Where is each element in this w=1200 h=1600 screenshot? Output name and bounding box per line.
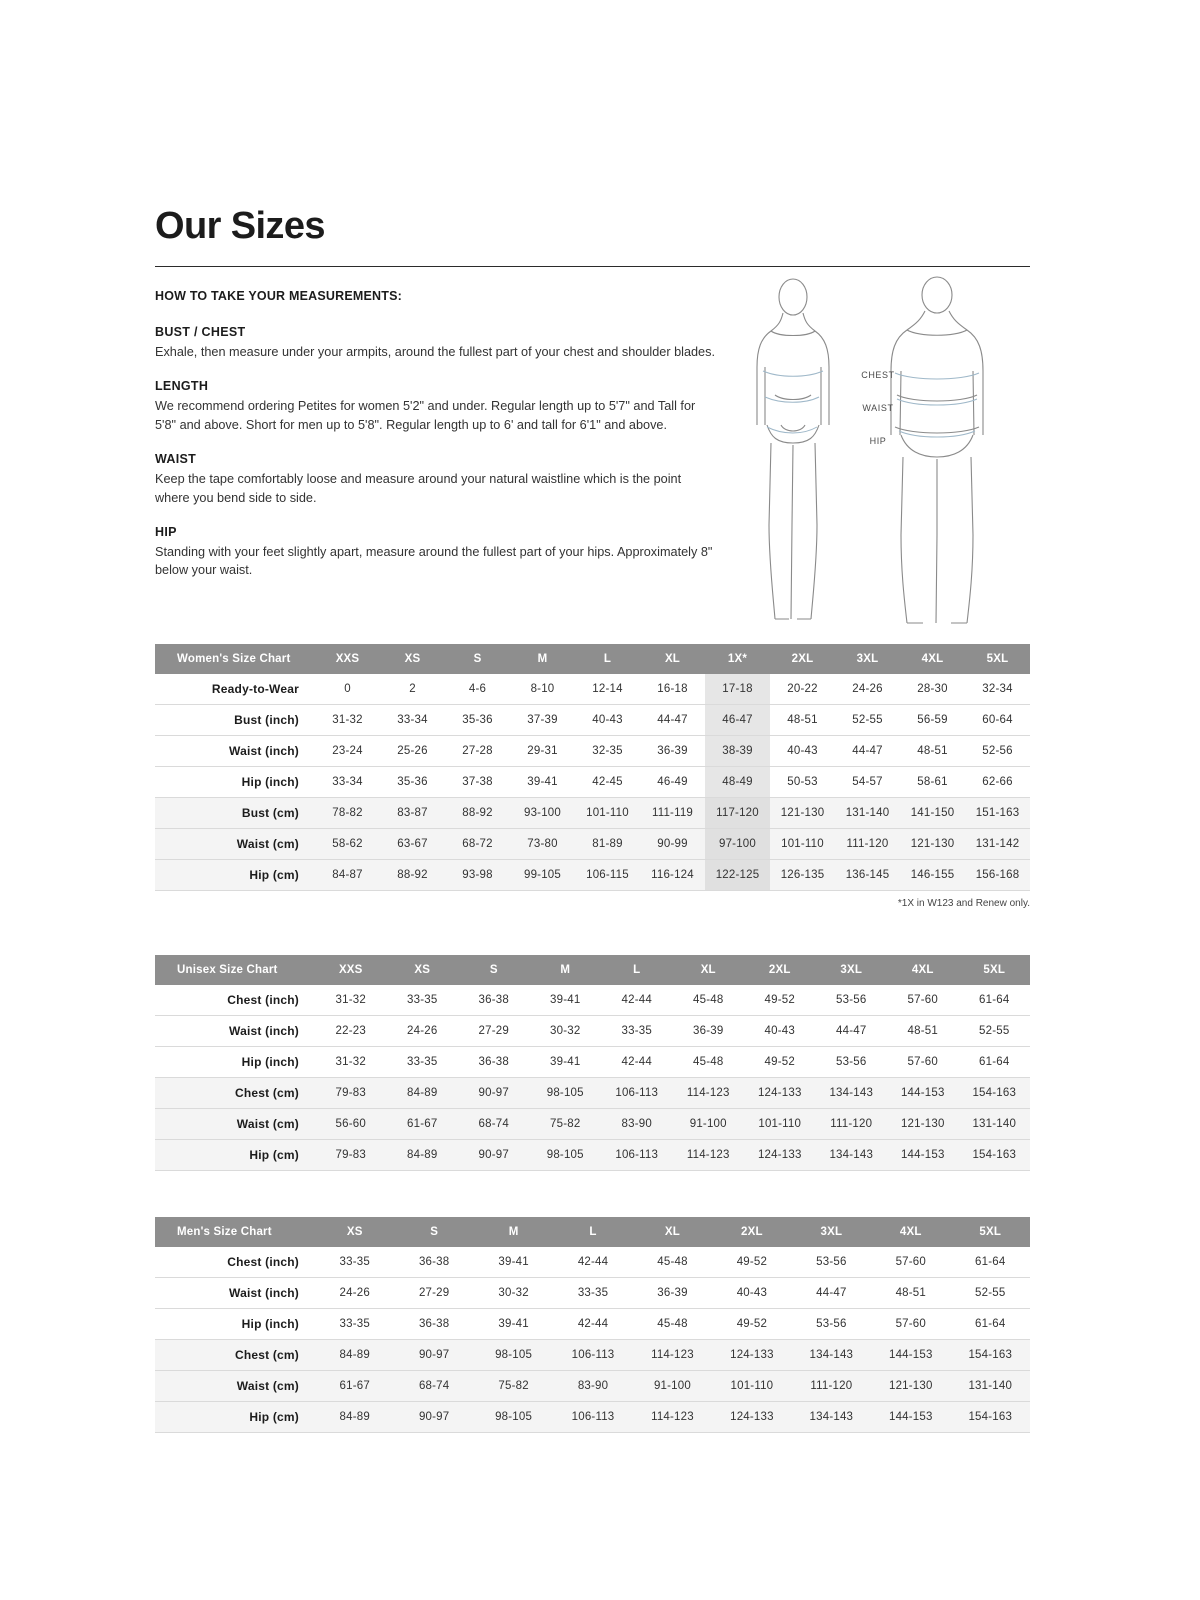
- table-row: [155, 704, 1030, 735]
- column-header: L: [575, 644, 640, 674]
- table-cell: 114-123: [633, 1339, 712, 1370]
- table-title: Women's Size Chart: [155, 644, 315, 674]
- table-cell: 49-52: [744, 1046, 816, 1077]
- howto-heading: HOW TO TAKE YOUR MEASUREMENTS:: [155, 289, 402, 303]
- table-cell: 39-41: [474, 1308, 553, 1339]
- table-cell: 40-43: [744, 1015, 816, 1046]
- column-header: XS: [387, 955, 459, 985]
- table-cell: 62-66: [965, 766, 1030, 797]
- page-title: Our Sizes: [155, 205, 325, 247]
- table-cell: 114-123: [673, 1139, 745, 1170]
- column-header: M: [474, 1217, 553, 1247]
- column-header: 4XL: [887, 955, 959, 985]
- table-cell: 124-133: [744, 1139, 816, 1170]
- table-cell: 91-100: [673, 1108, 745, 1139]
- table-row: [155, 985, 1030, 1016]
- table-cell: 73-80: [510, 828, 575, 859]
- column-header: L: [601, 955, 673, 985]
- table-cell: 42-44: [553, 1247, 632, 1278]
- table-cell: 131-140: [951, 1370, 1031, 1401]
- table-row: [155, 1370, 1030, 1401]
- table-cell: 99-105: [510, 859, 575, 890]
- table-cell: 144-153: [871, 1339, 950, 1370]
- table-cell: 0: [315, 674, 380, 705]
- table-row: [155, 797, 1030, 828]
- male-figure: [891, 277, 983, 623]
- table-cell: 49-52: [712, 1308, 791, 1339]
- row-label: Waist (cm): [155, 1370, 315, 1401]
- row-label: Chest (cm): [155, 1339, 315, 1370]
- row-label: Ready-to-Wear: [155, 674, 315, 705]
- column-header: S: [458, 955, 530, 985]
- table: [155, 644, 1030, 891]
- table-cell: 154-163: [959, 1139, 1031, 1170]
- table-cell: 24-26: [835, 674, 900, 705]
- table-cell: 98-105: [474, 1401, 553, 1432]
- table-cell: 98-105: [474, 1339, 553, 1370]
- table-cell: 52-55: [835, 704, 900, 735]
- row-label: Hip (inch): [155, 766, 315, 797]
- table-cell: 101-110: [575, 797, 640, 828]
- table-cell: 53-56: [816, 985, 888, 1016]
- table-cell: 57-60: [887, 985, 959, 1016]
- table-header-row: [155, 644, 1030, 674]
- table-cell: 16-18: [640, 674, 705, 705]
- table-cell: 12-14: [575, 674, 640, 705]
- measurement-section-heading: HIP: [155, 525, 177, 540]
- column-header: XXS: [315, 955, 387, 985]
- table-cell: 61-64: [959, 985, 1031, 1016]
- table-spacer: [155, 1171, 1030, 1217]
- table-cell: 83-87: [380, 797, 445, 828]
- table-cell: 52-56: [965, 735, 1030, 766]
- measurement-section: [155, 525, 715, 580]
- table-cell: 88-92: [445, 797, 510, 828]
- table-cell: 22-23: [315, 1015, 387, 1046]
- table-cell: 84-89: [315, 1401, 394, 1432]
- column-header: 2XL: [770, 644, 835, 674]
- table-cell: 30-32: [474, 1277, 553, 1308]
- row-label: Chest (inch): [155, 985, 315, 1016]
- measurement-section-body: We recommend ordering Petites for women 5'2" and under. Regular length up to 5'7" and Tall for 5'8" and above. Short for men up to 5'8". Regular length up to 6' and tall for 6'1" and above.: [155, 399, 696, 432]
- figure-label-hip: HIP: [869, 436, 887, 446]
- column-header: M: [530, 955, 602, 985]
- row-label: Chest (cm): [155, 1077, 315, 1108]
- table-row: [155, 1401, 1030, 1432]
- column-header: 2XL: [712, 1217, 791, 1247]
- table-cell: 111-120: [835, 828, 900, 859]
- table-row: [155, 1339, 1030, 1370]
- column-header: 5XL: [951, 1217, 1031, 1247]
- table-cell: 35-36: [380, 766, 445, 797]
- table-cell: 31-32: [315, 704, 380, 735]
- table-cell: 58-62: [315, 828, 380, 859]
- table-cell: 114-123: [673, 1077, 745, 1108]
- table-cell: 8-10: [510, 674, 575, 705]
- table-cell: 49-52: [744, 985, 816, 1016]
- table-row: [155, 1277, 1030, 1308]
- table-cell: 111-120: [792, 1370, 871, 1401]
- table-cell: 52-55: [959, 1015, 1031, 1046]
- table-cell: 39-41: [510, 766, 575, 797]
- size-table-womens: [155, 644, 1030, 909]
- table-cell: 75-82: [474, 1370, 553, 1401]
- table-cell: 36-38: [458, 985, 530, 1016]
- table-cell: 81-89: [575, 828, 640, 859]
- table-cell: 37-38: [445, 766, 510, 797]
- table-cell: 56-60: [315, 1108, 387, 1139]
- table-cell: 56-59: [900, 704, 965, 735]
- table-cell: 28-30: [900, 674, 965, 705]
- column-header: XL: [633, 1217, 712, 1247]
- column-header: XS: [315, 1217, 394, 1247]
- table-cell: 40-43: [770, 735, 835, 766]
- table-cell: 53-56: [792, 1308, 871, 1339]
- table-cell: 90-97: [394, 1339, 473, 1370]
- row-label: Chest (inch): [155, 1247, 315, 1278]
- table-cell: 154-163: [951, 1401, 1031, 1432]
- table-cell: 60-64: [965, 704, 1030, 735]
- measurement-section-body: Exhale, then measure under your armpits, around the fullest part of your chest and shoulder blades.: [155, 345, 715, 359]
- table-header-row: [155, 955, 1030, 985]
- figure-label-waist: WAIST: [862, 403, 894, 413]
- table-cell: 134-143: [816, 1139, 888, 1170]
- row-label: Bust (cm): [155, 797, 315, 828]
- table-cell: 111-119: [640, 797, 705, 828]
- column-header: L: [553, 1217, 632, 1247]
- table-cell: 134-143: [792, 1401, 871, 1432]
- table-footnote: *1X in W123 and Renew only.: [897, 897, 1030, 909]
- table-row: [155, 735, 1030, 766]
- table-cell: 38-39: [705, 735, 770, 766]
- table-cell: 33-34: [315, 766, 380, 797]
- table-cell: 31-32: [315, 985, 387, 1016]
- table-cell: 39-41: [530, 1046, 602, 1077]
- table-cell: 48-51: [887, 1015, 959, 1046]
- table-cell: 106-113: [601, 1139, 673, 1170]
- table-cell: 36-38: [458, 1046, 530, 1077]
- table-cell: 151-163: [965, 797, 1030, 828]
- row-label: Waist (cm): [155, 1108, 315, 1139]
- measurement-section-heading: BUST / CHEST: [155, 325, 246, 339]
- table-cell: 98-105: [530, 1077, 602, 1108]
- table-cell: 61-67: [387, 1108, 459, 1139]
- table-row: [155, 1108, 1030, 1139]
- table-cell: 54-57: [835, 766, 900, 797]
- table-cell: 35-36: [445, 704, 510, 735]
- table-row: [155, 766, 1030, 797]
- table-cell: 61-64: [951, 1247, 1031, 1278]
- table-row: [155, 828, 1030, 859]
- figure-label-chest: CHEST: [861, 370, 895, 380]
- table-cell: 101-110: [744, 1108, 816, 1139]
- measurement-section-heading: WAIST: [155, 452, 197, 467]
- table-cell: 134-143: [816, 1077, 888, 1108]
- table-cell: 121-130: [871, 1370, 950, 1401]
- table-cell: 48-51: [871, 1277, 950, 1308]
- table-cell: 27-29: [458, 1015, 530, 1046]
- measurement-section: [155, 379, 715, 434]
- table-cell: 46-47: [705, 704, 770, 735]
- table-cell: 42-45: [575, 766, 640, 797]
- table-cell: 50-53: [770, 766, 835, 797]
- table-cell: 32-34: [965, 674, 1030, 705]
- table-cell: 106-113: [553, 1339, 632, 1370]
- table-cell: 63-67: [380, 828, 445, 859]
- table-cell: 144-153: [871, 1401, 950, 1432]
- measurement-section-heading: LENGTH: [155, 379, 209, 394]
- table-cell: 111-120: [816, 1108, 888, 1139]
- table-cell: 124-133: [744, 1077, 816, 1108]
- table-cell: 45-48: [673, 1046, 745, 1077]
- table-cell: 131-140: [835, 797, 900, 828]
- column-header: 4XL: [900, 644, 965, 674]
- table: [155, 1217, 1030, 1433]
- table-cell: 4-6: [445, 674, 510, 705]
- table-cell: 33-35: [387, 1046, 459, 1077]
- column-header: 3XL: [816, 955, 888, 985]
- table-cell: 136-145: [835, 859, 900, 890]
- table-cell: 68-74: [394, 1370, 473, 1401]
- size-table-mens: [155, 1217, 1030, 1433]
- table-cell: 46-49: [640, 766, 705, 797]
- row-label: Hip (inch): [155, 1046, 315, 1077]
- table-cell: 84-87: [315, 859, 380, 890]
- table-spacer: [155, 909, 1030, 955]
- column-header: S: [445, 644, 510, 674]
- table-cell: 36-38: [394, 1308, 473, 1339]
- column-header: XS: [380, 644, 445, 674]
- table-cell: 27-28: [445, 735, 510, 766]
- column-header: 5XL: [965, 644, 1030, 674]
- table-cell: 33-34: [380, 704, 445, 735]
- row-label: Hip (cm): [155, 859, 315, 890]
- table-cell: 25-26: [380, 735, 445, 766]
- table-cell: 31-32: [315, 1046, 387, 1077]
- table-cell: 134-143: [792, 1339, 871, 1370]
- table-cell: 23-24: [315, 735, 380, 766]
- table-cell: 156-168: [965, 859, 1030, 890]
- table-cell: 144-153: [887, 1139, 959, 1170]
- table-cell: 24-26: [315, 1277, 394, 1308]
- table-cell: 36-39: [640, 735, 705, 766]
- table-cell: 33-35: [601, 1015, 673, 1046]
- table-cell: 83-90: [553, 1370, 632, 1401]
- table-cell: 98-105: [530, 1139, 602, 1170]
- table-cell: 121-130: [900, 828, 965, 859]
- measurement-section: [155, 325, 715, 361]
- table-cell: 93-98: [445, 859, 510, 890]
- row-label: Waist (cm): [155, 828, 315, 859]
- table-row: [155, 859, 1030, 890]
- measurement-section-body: Keep the tape comfortably loose and measure around your natural waistline which is the point where you bend side to side.: [155, 472, 682, 505]
- table-cell: 84-89: [387, 1077, 459, 1108]
- table-cell: 101-110: [770, 828, 835, 859]
- table-cell: 44-47: [835, 735, 900, 766]
- row-label: Hip (cm): [155, 1139, 315, 1170]
- table-cell: 30-32: [530, 1015, 602, 1046]
- table-header-row: [155, 1217, 1030, 1247]
- table-cell: 42-44: [601, 1046, 673, 1077]
- table-cell: 42-44: [601, 985, 673, 1016]
- table-cell: 131-140: [959, 1108, 1031, 1139]
- column-header: M: [510, 644, 575, 674]
- table-cell: 33-35: [315, 1247, 394, 1278]
- table-row: [155, 1139, 1030, 1170]
- table-cell: 57-60: [871, 1308, 950, 1339]
- table-row: [155, 1247, 1030, 1278]
- table-cell: 49-52: [712, 1247, 791, 1278]
- table-cell: 33-35: [387, 985, 459, 1016]
- table-cell: 58-61: [900, 766, 965, 797]
- table-title: Men's Size Chart: [155, 1217, 315, 1247]
- table-cell: 124-133: [712, 1401, 791, 1432]
- table-cell: 48-51: [770, 704, 835, 735]
- table: [155, 955, 1030, 1171]
- table-cell: 97-100: [705, 828, 770, 859]
- table-cell: 24-26: [387, 1015, 459, 1046]
- table-cell: 90-97: [458, 1139, 530, 1170]
- table-cell: 37-39: [510, 704, 575, 735]
- table-cell: 84-89: [315, 1339, 394, 1370]
- column-header: XL: [640, 644, 705, 674]
- table-cell: 27-29: [394, 1277, 473, 1308]
- table-cell: 121-130: [887, 1108, 959, 1139]
- table-cell: 44-47: [816, 1015, 888, 1046]
- table-cell: 57-60: [887, 1046, 959, 1077]
- table-row: [155, 674, 1030, 705]
- table-cell: 131-142: [965, 828, 1030, 859]
- table-cell: 106-115: [575, 859, 640, 890]
- table-cell: 93-100: [510, 797, 575, 828]
- table-cell: 17-18: [705, 674, 770, 705]
- table-cell: 45-48: [633, 1308, 712, 1339]
- column-header: 3XL: [835, 644, 900, 674]
- column-header: S: [394, 1217, 473, 1247]
- table-cell: 53-56: [792, 1247, 871, 1278]
- table-cell: 114-123: [633, 1401, 712, 1432]
- table-cell: 78-82: [315, 797, 380, 828]
- measurement-section-body: Standing with your feet slightly apart, measure around the fullest part of your hips. Approximately 8" below your waist.: [155, 545, 713, 578]
- table-cell: 61-64: [959, 1046, 1031, 1077]
- table-cell: 141-150: [900, 797, 965, 828]
- table-cell: 90-99: [640, 828, 705, 859]
- table-cell: 57-60: [871, 1247, 950, 1278]
- table-cell: 40-43: [712, 1277, 791, 1308]
- row-label: Waist (inch): [155, 735, 315, 766]
- table-cell: 39-41: [530, 985, 602, 1016]
- table-cell: 90-97: [458, 1077, 530, 1108]
- table-cell: 36-39: [633, 1277, 712, 1308]
- table-row: [155, 1015, 1030, 1046]
- table-cell: 144-153: [887, 1077, 959, 1108]
- row-label: Hip (inch): [155, 1308, 315, 1339]
- column-header: 1X*: [705, 644, 770, 674]
- table-cell: 2: [380, 674, 445, 705]
- table-cell: 101-110: [712, 1370, 791, 1401]
- table-cell: 20-22: [770, 674, 835, 705]
- table-cell: 61-67: [315, 1370, 394, 1401]
- table-cell: 79-83: [315, 1139, 387, 1170]
- table-cell: 79-83: [315, 1077, 387, 1108]
- table-row: [155, 1046, 1030, 1077]
- measurement-section: [155, 452, 715, 507]
- column-header: 2XL: [744, 955, 816, 985]
- table-cell: 44-47: [792, 1277, 871, 1308]
- table-cell: 106-113: [553, 1401, 632, 1432]
- figure-measurement-labels: [855, 370, 901, 469]
- table-cell: 88-92: [380, 859, 445, 890]
- size-table-unisex: [155, 955, 1030, 1171]
- table-cell: 106-113: [601, 1077, 673, 1108]
- table-cell: 33-35: [315, 1308, 394, 1339]
- female-figure: [757, 279, 829, 619]
- row-label: Waist (inch): [155, 1015, 315, 1046]
- column-header: 5XL: [959, 955, 1031, 985]
- table-cell: 39-41: [474, 1247, 553, 1278]
- table-cell: 124-133: [712, 1339, 791, 1370]
- table-cell: 44-47: [640, 704, 705, 735]
- table-cell: 48-51: [900, 735, 965, 766]
- table-cell: 84-89: [387, 1139, 459, 1170]
- table-cell: 36-39: [673, 1015, 745, 1046]
- table-cell: 154-163: [951, 1339, 1031, 1370]
- column-header: XL: [673, 955, 745, 985]
- table-cell: 83-90: [601, 1108, 673, 1139]
- table-cell: 40-43: [575, 704, 640, 735]
- table-cell: 61-64: [951, 1308, 1031, 1339]
- table-cell: 122-125: [705, 859, 770, 890]
- table-cell: 146-155: [900, 859, 965, 890]
- title-divider: [155, 266, 1030, 267]
- row-label: Bust (inch): [155, 704, 315, 735]
- column-header: 3XL: [792, 1217, 871, 1247]
- table-cell: 29-31: [510, 735, 575, 766]
- table-cell: 68-74: [458, 1108, 530, 1139]
- table-cell: 53-56: [816, 1046, 888, 1077]
- table-cell: 75-82: [530, 1108, 602, 1139]
- table-cell: 36-38: [394, 1247, 473, 1278]
- row-label: Hip (cm): [155, 1401, 315, 1432]
- column-header: XXS: [315, 644, 380, 674]
- table-row: [155, 1308, 1030, 1339]
- table-cell: 45-48: [673, 985, 745, 1016]
- table-cell: 52-55: [951, 1277, 1031, 1308]
- column-header: 4XL: [871, 1217, 950, 1247]
- row-label: Waist (inch): [155, 1277, 315, 1308]
- table-cell: 33-35: [553, 1277, 632, 1308]
- table-cell: 48-49: [705, 766, 770, 797]
- table-cell: 121-130: [770, 797, 835, 828]
- table-row: [155, 1077, 1030, 1108]
- size-tables: [155, 644, 1030, 1433]
- table-cell: 90-97: [394, 1401, 473, 1432]
- table-cell: 91-100: [633, 1370, 712, 1401]
- table-cell: 42-44: [553, 1308, 632, 1339]
- table-cell: 154-163: [959, 1077, 1031, 1108]
- table-cell: 45-48: [633, 1247, 712, 1278]
- table-cell: 32-35: [575, 735, 640, 766]
- table-title: Unisex Size Chart: [155, 955, 315, 985]
- table-cell: 117-120: [705, 797, 770, 828]
- table-cell: 68-72: [445, 828, 510, 859]
- table-cell: 116-124: [640, 859, 705, 890]
- table-cell: 126-135: [770, 859, 835, 890]
